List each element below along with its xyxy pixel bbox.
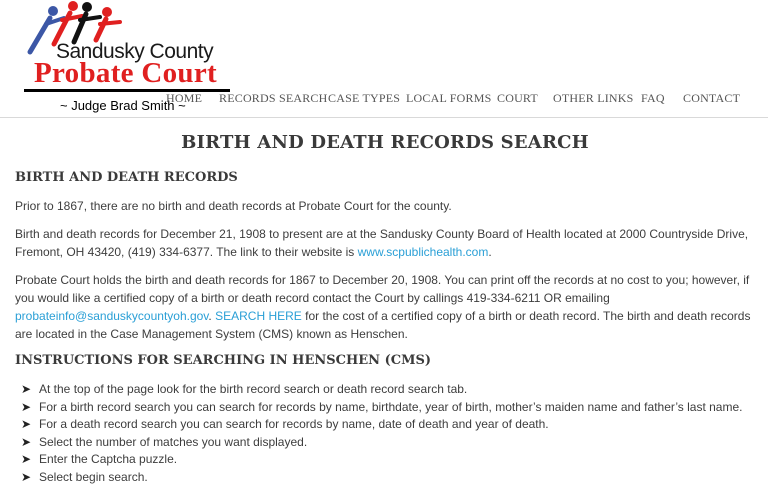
paragraph-text: Probate Court holds the birth and death records for 1867 to December 20, 1908. You can print off the records at no cost to you; however, if you would like a certified copy of a birth or death record contact the Court by callings 419-334-6211 OR emailing — [15, 273, 750, 305]
scpublichealth-link[interactable]: www.scpublichealth.com — [357, 245, 489, 259]
list-item — [21, 399, 742, 417]
logo-judge-tagline: ~ Judge Brad Smith ~ — [60, 98, 186, 113]
nav-other-links[interactable]: OTHER LINKS — [553, 91, 634, 105]
header-divider — [0, 117, 768, 118]
instructions-list — [21, 381, 742, 487]
paragraph-probate-records — [15, 271, 755, 343]
search-here-link[interactable]: SEARCH HERE — [215, 309, 302, 323]
nav-court[interactable]: COURT — [497, 91, 538, 105]
list-item — [21, 416, 742, 434]
instruction-text: For a death record search you can search for records by name, date of death and year of death. — [39, 417, 549, 432]
nav-local-forms[interactable]: LOCAL FORMS — [406, 91, 492, 105]
logo-court-name: Probate Court — [34, 57, 217, 89]
section-heading-instructions: INSTRUCTIONS FOR SEARCHING IN HENSCHEN (CMS) — [15, 353, 432, 368]
paragraph-board-of-health — [15, 225, 755, 261]
main-nav — [0, 91, 768, 107]
instruction-text: Select begin search. — [39, 469, 148, 484]
nav-home[interactable]: HOME — [166, 91, 203, 105]
arrow-bullet-icon: ➤ — [21, 382, 32, 396]
nav-records-search[interactable]: RECORDS SEARCH — [219, 91, 328, 105]
nav-contact[interactable]: CONTACT — [683, 91, 741, 105]
list-item — [21, 434, 742, 452]
arrow-bullet-icon: ➤ — [21, 399, 32, 414]
instruction-text: Enter the Captcha puzzle. — [39, 452, 178, 467]
list-item — [21, 381, 742, 399]
arrow-bullet-icon: ➤ — [21, 434, 32, 449]
arrow-bullet-icon: ➤ — [21, 417, 32, 432]
site-header — [0, 0, 768, 117]
instruction-text: Select the number of matches you want displayed. — [39, 434, 308, 449]
list-item — [21, 469, 742, 487]
paragraph-text: Birth and death records for December 21, 1908 to present are at the Sandusky County Board of Health located at 2000 Countryside Drive, Fremont, OH 43420, (419) 334-6377. The link to their website is — [15, 227, 749, 259]
paragraph-text-end: . — [488, 245, 492, 259]
nav-faq[interactable]: FAQ — [641, 91, 665, 105]
instruction-text: For a birth record search you can search for records by name, birthdate, year of birth, mother’s maiden name and father’s last name. — [39, 399, 743, 414]
logo-county-name: Sandusky County — [56, 40, 214, 63]
list-item — [21, 451, 742, 469]
probate-email-link[interactable]: probateinfo@sanduskycountyoh.gov — [15, 309, 209, 323]
arrow-bullet-icon: ➤ — [21, 452, 32, 467]
paragraph-prior-1867: Prior to 1867, there are no birth and death records at Probate Court for the county. — [15, 199, 452, 213]
paragraph-text: for the cost of a certified copy of a birth or death record. The birth and death records are located in the Case Management System (CMS) known as Henschen. — [15, 309, 751, 341]
section-heading-birth-death: BIRTH AND DEATH RECORDS — [15, 170, 238, 185]
page-title: BIRTH AND DEATH RECORDS SEARCH — [181, 132, 589, 153]
paragraph-separator: . — [208, 309, 216, 323]
arrow-bullet-icon: ➤ — [21, 469, 32, 484]
nav-case-types[interactable]: CASE TYPES — [328, 91, 401, 105]
instruction-text: At the top of the page look for the birth record search or death record search tab. — [39, 382, 468, 396]
